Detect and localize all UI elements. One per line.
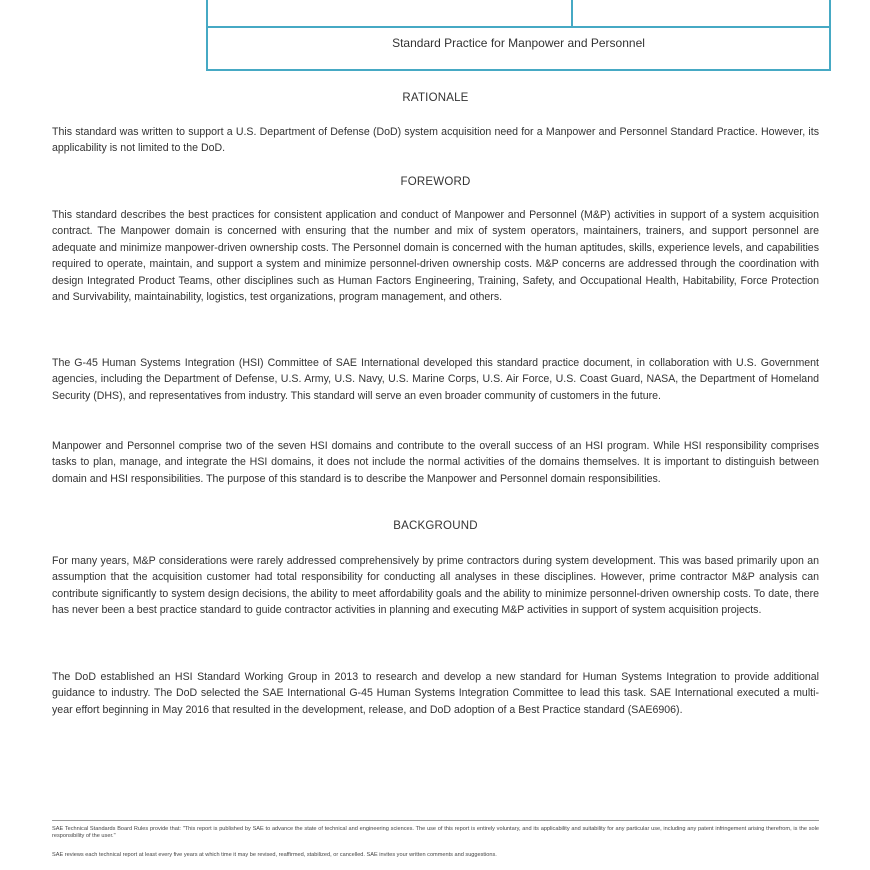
background-heading: BACKGROUND (393, 520, 478, 532)
rationale-heading: RATIONALE (402, 92, 469, 104)
foreword-paragraph-2: The G-45 Human Systems Integration (HSI) Committee of SAE International developed this standard practice document, in collaboration with U.S. Government agencies, including the Department of Defense, U.S. Army, U.S. Navy, U.S. Marine Corps, U.S. Air Force, U.S. Coast Guard, NASA, the Department of Homeland Security (DHS), and representatives from industry. This standard will serve an even broader community of customers in the future. (52, 357, 819, 402)
foreword-heading: FOREWORD (400, 176, 471, 188)
footer-divider (52, 820, 819, 821)
background-paragraph-1: For many years, M&P considerations were rarely addressed comprehensively by prime contractors during system development. This was based primarily upon an assumption that the acquisition customer had total responsibility for conducting all analyses in these disciplines. However, prime contractor M&P analysis can contribute significantly to system design decisions, the ability to meet affordability goals and the ability to minimize personnel-driven ownership costs. To date, there has never been a best practice standard to guide contractor activities in planning and executing M&P activities in support of system acquisition projects. (52, 555, 819, 617)
foreword-paragraph-3: Manpower and Personnel comprise two of the seven HSI domains and contribute to the overall success of an HSI program. While HSI responsibility comprises tasks to plan, manage, and integrate the HSI domains, it does not include the normal activities of the domains themselves. It is important to distinguish between domain and HSI responsibilities. The purpose of this standard is to describe the Manpower and Personnel domain responsibilities. (52, 440, 819, 485)
footer-note-2: SAE reviews each technical report at least every five years at which time it may be revised, reaffirmed, stabilized, or cancelled. SAE invites your written comments and suggestions. (52, 852, 497, 858)
rationale-paragraph: This standard was written to support a U.S. Department of Defense (DoD) system acquisition need for a Manpower and Personnel Standard Practice. However, its applicability is not limited to the DoD. (52, 126, 819, 155)
title-box-divider (571, 0, 573, 26)
title-box-top-row (208, 0, 829, 28)
document-title-box (206, 0, 831, 71)
background-paragraph-2: The DoD established an HSI Standard Working Group in 2013 to research and develop a new standard for Human Systems Integration to provide additional guidance to industry. The DoD selected the SAE International G-45 Human Systems Integration Committee to lead this task. SAE International executed a multi-year effort beginning in May 2016 that resulted in the development, release, and DoD adoption of a Best Practice standard (SAE6906). (52, 671, 819, 716)
document-title: Standard Practice for Manpower and Personnel (392, 36, 645, 50)
footer-note-1: SAE Technical Standards Board Rules provide that: "This report is published by SAE to advance the state of technical and engineering sciences. The use of this report is entirely voluntary, and its applicability and suitability for any particular use, including any patent infringement arising therefrom, is the sole responsibility of the user." (52, 826, 819, 839)
foreword-paragraph-1: This standard describes the best practices for consistent application and conduct of Manpower and Personnel (M&P) activities in support of a system acquisition contract. The Manpower domain is concerned with ensuring that the number and mix of system operators, maintainers, trainers, and support personnel are adequate and minimize manpower-driven ownership costs. The Personnel domain is concerned with the human aptitudes, skills, experience levels, and capabilities required to operate, maintain, and support a system and minimize personnel-driven ownership costs. M&P concerns are addressed through the coordination with design Integrated Product Teams, other disciplines such as Human Factors Engineering, Training, Safety, and Occupational Health, Habitability, Force Protection and Survivability, maintainability, logistics, test organizations, program management, and others. (52, 209, 819, 304)
